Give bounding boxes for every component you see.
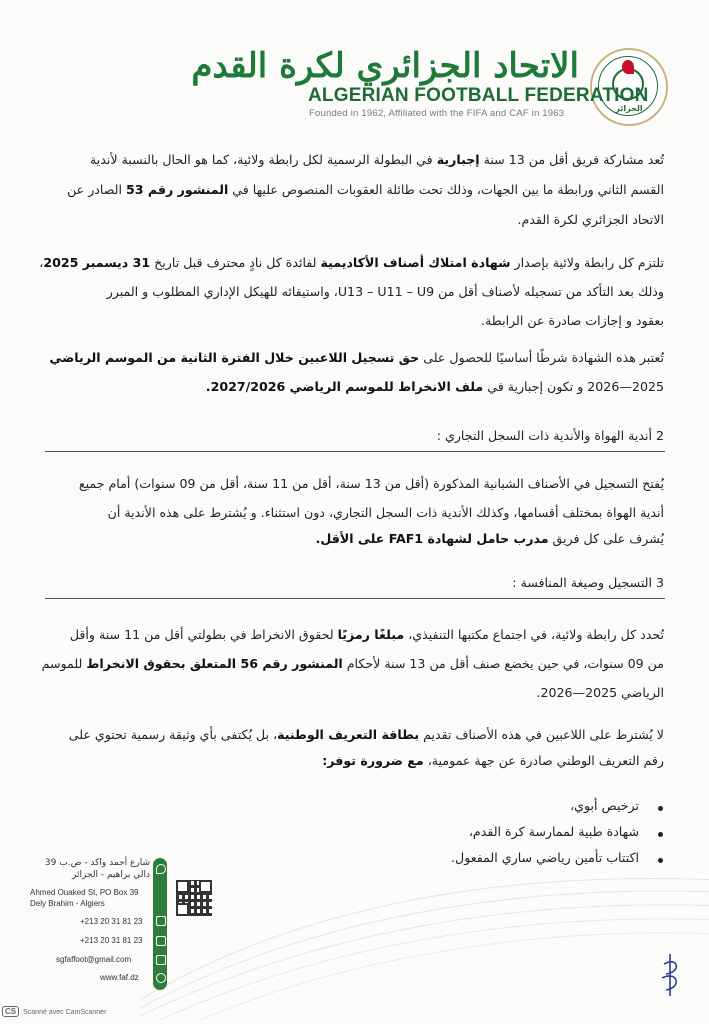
section-divider <box>45 598 665 599</box>
p4-line1: يُفتح التسجيل في الأصناف الشبانية المذكورة (أقل من 13 سنة، أقل من 11 سنة، أقل من 09 سنوات) أمام جميع <box>78 476 664 491</box>
signature-mark <box>656 950 686 1000</box>
scanner-text: Scanné avec CamScanner <box>23 1009 107 1016</box>
bold-span: المنشور رقم 53 <box>126 182 229 197</box>
bullet-item: ترخيص أبوي، <box>570 798 639 813</box>
p1-line3: الاتحاد الجزائري لكرة القدم. <box>517 212 664 227</box>
p5-line3: الرياضي 2025—2026. <box>536 685 664 700</box>
footer-address-ar1: شارع أحمد واكد - ص.ب 39 <box>44 858 150 868</box>
bold-span: مدرب حامل لشهادة FAF1 على الأقل. <box>315 531 549 546</box>
footer-email[interactable]: sgfaffoot@gmail.com <box>56 955 132 964</box>
section3-title: 3 التسجيل وصيغة المنافسة : <box>512 575 664 590</box>
text-span: 2025—2026 و تكون إجبارية في <box>483 379 664 394</box>
text-span: للموسم <box>41 656 87 671</box>
text-span: لفائدة كل نادٍ محترف قبل تاريخ <box>150 255 321 270</box>
bold-span: بطاقة التعريف الوطنية <box>277 727 420 742</box>
scanner-badge: CS <box>2 1006 19 1017</box>
bold-span: إجبارية <box>436 152 480 167</box>
footer-address-en1: Ahmed Ouaked St, PO Box 39 <box>30 888 139 897</box>
fax-icon <box>156 936 166 946</box>
text-span: تلتزم كل رابطة ولائية بإصدار <box>510 255 664 270</box>
p6-line2 <box>322 753 664 768</box>
text-span: ، بل يُكتفى بأي وثيقة رسمية تحتوي على <box>68 727 278 742</box>
p1-line2 <box>67 182 664 197</box>
email-icon <box>156 955 166 965</box>
text-span: الصادر عن <box>67 182 126 197</box>
p4-line3 <box>316 531 664 546</box>
bullet-item: اكتتاب تأمين رياضي ساري المفعول. <box>451 850 639 865</box>
logo-text: الجزائر <box>615 104 643 113</box>
qr-corner <box>199 880 212 893</box>
p3-line1 <box>49 350 664 365</box>
p2-line1 <box>39 255 664 270</box>
web-icon <box>156 973 166 983</box>
text-span: ، <box>39 255 44 270</box>
bold-span: المنشور رقم 56 المتعلق بحقوق الانخراط <box>86 656 343 671</box>
text-span: القسم الثاني ورابطة ما بين الجهات، وذلك تحت طائلة العقوبات المنصوص عليها في <box>228 182 664 197</box>
text-span: رقم التعريف الوطني صادرة عن جهة عمومية، <box>423 753 664 768</box>
bold-span: ملف الانخراط للموسم الرياضي 2027/2026. <box>205 379 484 394</box>
scanner-watermark <box>2 1006 106 1017</box>
bold-span: مبلغًا رمزيًا <box>337 627 405 642</box>
p1-line1 <box>90 152 664 167</box>
phone-icon <box>156 916 166 926</box>
bold-span: مع ضرورة توفر: <box>322 753 424 768</box>
decorative-swoosh <box>140 850 709 1020</box>
p2-line2: وذلك بعد التأكد من تسجيله لأصناف أقل من U13 – U11 – U9، واستيفائه للهيكل الإداري المطلوب و المبرر <box>106 284 664 299</box>
text-span: تُعتبر هذه الشهادة شرطًا أساسيًا للحصول على <box>419 350 664 365</box>
section2-title: 2 أندية الهواة والأندية ذات السجل التجاري : <box>436 428 664 443</box>
text-span: تُحدد كل رابطة ولائية، في اجتماع مكتبها التنفيذي، <box>404 627 664 642</box>
text-span: من 09 سنوات، في حين يخضع صنف أقل من 13 سنة لأحكام <box>342 656 664 671</box>
header-title-en: ALGERIAN FOOTBALL FEDERATION <box>308 85 649 106</box>
bullet-dot <box>658 806 663 811</box>
footer-address-ar2: دالي براهيم - الجزائر <box>72 870 150 880</box>
text-span: لحقوق الانخراط في بطولتي أقل من 11 سنة وأقل <box>69 627 338 642</box>
bold-span: 31 ديسمبر 2025 <box>43 255 151 270</box>
header-title-ar: الاتحاد الجزائري لكرة القدم <box>191 46 579 86</box>
p4-line2: أندية الهواة بمختلف أقسامها، وكذلك الأندية ذات السجل التجاري، دون استثناء. و يُشترط على هذه الأندية أن <box>107 505 664 520</box>
p5-line2 <box>42 656 664 671</box>
bullet-item: شهادة طبية لممارسة كرة القدم، <box>468 824 639 839</box>
text-span: في البطولة الرسمية لكل رابطة ولائية، كما هو الحال بالنسبة لأندية <box>90 152 437 167</box>
location-icon <box>156 864 166 874</box>
crescent-icon <box>622 60 634 74</box>
qr-corner <box>176 903 189 916</box>
header-subtitle: Founded in 1962, Affiliated with the FIFA and CAF in 1963 <box>309 108 565 119</box>
bullet-dot <box>658 832 663 837</box>
p3-line2 <box>206 379 664 394</box>
footer-website[interactable]: www.faf.dz <box>100 973 139 982</box>
footer-address-en2: Dely Brahim - Algiers <box>30 899 105 908</box>
bold-span: شهادة امتلاك أصناف الأكاديمية <box>320 255 511 270</box>
text-span: لا يُشترط على اللاعبين في هذه الأصناف تقديم <box>419 727 664 742</box>
footer-phone: +213 20 31 81 23 <box>80 917 143 926</box>
text-span: يُشرف على كل فريق <box>548 531 664 546</box>
p5-line1 <box>70 627 664 642</box>
qr-corner <box>176 880 189 893</box>
qr-code <box>176 880 212 916</box>
bold-span: حق تسجيل اللاعبين خلال الفترة الثانية من الموسم الرياضي <box>49 350 420 365</box>
text-span: تُعد مشاركة فريق أقل من 13 سنة <box>479 152 664 167</box>
p6-line1 <box>69 727 664 742</box>
section-divider <box>45 451 665 452</box>
footer-fax: +213 20 31 81 23 <box>80 936 143 945</box>
p2-line3: بعقود و إجازات صادرة عن الرابطة. <box>480 313 664 328</box>
